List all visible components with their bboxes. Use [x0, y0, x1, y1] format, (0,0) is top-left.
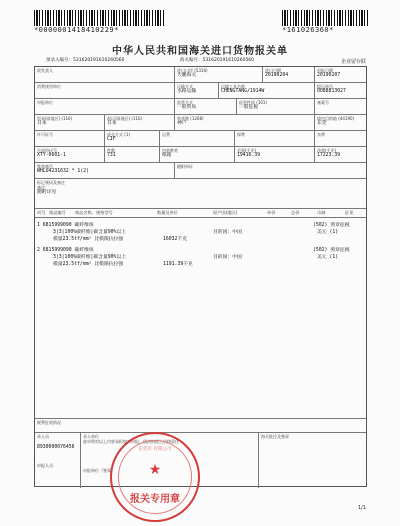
docs-label: 随附单证	[177, 164, 193, 169]
goods-line: 2 6815999090 碳纤维斑	[37, 248, 94, 253]
import-date-label: 进口日期	[265, 68, 281, 73]
vessel-cell	[219, 83, 315, 98]
supervision-value: 一般贸易	[177, 105, 197, 110]
license-label: 许可证号	[37, 132, 53, 137]
trade-country-label: 贸易国(地区) (116)	[37, 116, 73, 121]
applicant-label: 申报单位（签章）	[83, 468, 115, 473]
row-footer	[35, 433, 366, 488]
port-label: 进口口岸 (5316)	[177, 68, 208, 73]
port-cell	[175, 67, 263, 82]
loading-port-label: 装货港 (1208)	[177, 116, 204, 121]
goods-table	[35, 209, 366, 419]
net-cell	[315, 147, 368, 162]
row-contract	[35, 147, 366, 163]
goods-qty: 1191.39千克	[163, 262, 193, 267]
misc-cell	[315, 131, 368, 146]
trade-country-cell	[35, 115, 105, 130]
customs-number: 海关编号：531620191610260560	[180, 58, 255, 63]
port-value: 大鹏海关	[177, 73, 197, 78]
trade-country-value: 日本	[37, 121, 47, 126]
license-cell	[35, 131, 105, 146]
row-container	[35, 163, 366, 179]
transport-value: 水路运输	[177, 89, 197, 94]
gross-label: 毛重(千克)	[237, 148, 257, 153]
declare-date-label: 申报日期	[317, 68, 333, 73]
row-countries	[35, 115, 366, 131]
destination-value: 东莞	[317, 121, 327, 126]
row-tax	[35, 419, 366, 433]
destination-cell	[315, 115, 368, 130]
right-barcode	[282, 10, 368, 34]
tax-cell	[35, 419, 368, 432]
misc-label: 杂费	[317, 132, 325, 137]
barcode-bars	[282, 10, 368, 26]
pack-cell	[160, 147, 235, 162]
bl-label: 提运单号	[317, 84, 333, 89]
insurance-label: 保费	[237, 132, 245, 137]
origin-value: 日本	[107, 121, 117, 126]
row-license	[35, 131, 366, 147]
entry-unit-label: 录入单位	[83, 434, 99, 439]
seal-arc-text: 东莞市 有限公司	[138, 447, 172, 452]
goods-currency-2: 美元 (1)	[317, 230, 339, 235]
star-icon: ★	[148, 462, 162, 478]
header-total: 总价	[291, 210, 300, 215]
loading-port-value: 神户	[177, 121, 187, 126]
tax-label: 税费征收情况	[37, 420, 61, 425]
destination-label: 境内目的地 (44190)	[317, 116, 355, 121]
header-qty: 数量及单位	[157, 210, 178, 215]
pieces-cell	[105, 147, 160, 162]
consumer-label: 消费使用单位	[37, 84, 61, 89]
insurance-cell	[235, 131, 315, 146]
pack-value: 纸箱	[162, 153, 172, 158]
origin-cell	[105, 115, 175, 130]
header-currency: 币制	[317, 210, 326, 215]
row-declarer	[35, 99, 366, 115]
gross-value: 19416.39	[237, 153, 261, 158]
header-code: 商品编号	[49, 210, 66, 215]
loading-port-cell	[175, 115, 315, 130]
bl-cell	[315, 83, 368, 98]
docs-cell	[175, 163, 368, 178]
deal-label: 成交方式 (1)	[107, 132, 130, 137]
deal-value: CIF	[107, 137, 116, 142]
pieces-value: 731	[107, 153, 116, 158]
goods-line: 3|3|100%碳纤维|碳含量90%以上	[53, 255, 127, 260]
import-date-cell	[263, 67, 315, 82]
goods-header	[35, 209, 366, 218]
origin-label: 起运国(地区) (116)	[107, 116, 143, 121]
header-country: 原产国(地区)	[213, 210, 238, 215]
barcode-bars	[34, 10, 164, 26]
pre-entry-number: 预录入编号：531620191610260560	[46, 58, 125, 63]
declarer-cell	[35, 99, 175, 114]
row-marks	[35, 179, 366, 209]
declarer-label: 申报单位	[37, 100, 53, 105]
transport-cell	[175, 83, 219, 98]
approve-label: 海关批注及签章	[261, 434, 289, 439]
tax-nature-value: 一般征税	[239, 105, 259, 110]
bl-value: OO88813027	[317, 89, 346, 94]
net-label: 净重(千克)	[317, 148, 337, 153]
goods-currency-2: 美元 (1)	[317, 255, 339, 260]
page-number: 1/1	[357, 505, 366, 511]
marks-value: 随附详见	[37, 190, 57, 195]
declare-date-cell	[315, 67, 368, 82]
copy-label: 企业留存联	[340, 59, 366, 65]
freight-cell	[160, 131, 235, 146]
pieces-label: 件数	[107, 148, 115, 153]
goods-line: 3|3|100%碳纤维|碳含量90%以上	[53, 230, 127, 235]
goods-line: 模量23.5tf/mm² 比模限抗拉强	[53, 237, 124, 242]
vessel-label: 运输工具名称	[221, 84, 245, 89]
barcode-text: *161026360*	[282, 26, 334, 34]
entry-person-label: 录入员	[37, 434, 49, 439]
header-no: 项号	[37, 210, 46, 215]
container-value: WHLU4231632 * 1(2)	[37, 169, 89, 174]
marks-cell	[35, 179, 368, 208]
goods-line: 1 6815999090 碳纤维斑	[37, 223, 94, 228]
supervision-label: 监管方式	[177, 100, 193, 105]
transport-label: 运输方式	[177, 84, 193, 89]
approve-cell	[259, 433, 368, 488]
marks-remark: 备注：	[37, 185, 49, 190]
contract-cell	[35, 147, 105, 162]
container-label: 集装箱号	[37, 164, 53, 169]
customs-seal	[110, 432, 200, 522]
pack-label: 包装种类	[162, 148, 178, 153]
seal-text: 报关专用章	[130, 494, 180, 505]
barcode-text: *0000001418410229*	[34, 26, 119, 34]
goods-country: 目的国：中国	[213, 255, 242, 260]
cert-cell	[315, 99, 368, 114]
header-duty: 征免	[345, 210, 354, 215]
contract-value: XTY-0601-1	[37, 153, 66, 158]
left-barcode	[34, 10, 164, 34]
entry-person-cell	[35, 433, 81, 488]
tax-nature-cell	[237, 99, 315, 114]
declare-date-value: 20190207	[317, 73, 341, 78]
header-name: 商品名称、规格型号	[75, 210, 113, 215]
gross-cell	[235, 147, 315, 162]
vessel-value: CHENGTANG/1914W	[221, 89, 265, 94]
cert-label: 备案号	[317, 100, 329, 105]
page-title: 中华人民共和国海关进口货物报关单	[112, 46, 288, 57]
goods-currency: (502) 照章征税	[313, 223, 350, 228]
goods-country: 目的国：中国	[213, 230, 242, 235]
consignee-cell	[35, 67, 175, 82]
goods-currency: (502) 照章征税	[313, 248, 350, 253]
declare-statement: 兹申明对以上内容承担如实申报、依法纳税之法律责任	[83, 439, 179, 444]
supervision-cell	[175, 99, 237, 114]
row-consignee	[35, 67, 366, 83]
contract-label: 合同协议号	[37, 148, 57, 153]
declaration-form	[34, 66, 367, 487]
header-price: 单价	[267, 210, 276, 215]
goods-qty: 16032千克	[163, 237, 188, 242]
goods-line: 模量23.5tf/mm² 比模限抗拉强	[53, 262, 124, 267]
consignee-label: 收发货人	[37, 68, 53, 73]
freight-label: 运费	[162, 132, 170, 137]
deal-cell	[105, 131, 160, 146]
container-cell	[35, 163, 175, 178]
import-date-value: 20190204	[265, 73, 289, 78]
consumer-cell	[35, 83, 175, 98]
tax-nature-label: 征免性质 (101)	[239, 100, 268, 105]
net-value: 17223.39	[317, 153, 341, 158]
row-consumer	[35, 83, 366, 99]
declarer-person-label: 申报人员	[37, 463, 53, 468]
entry-person-value: 8930000076456	[37, 445, 75, 450]
marks-label: 标记唛码及备注	[37, 180, 65, 185]
